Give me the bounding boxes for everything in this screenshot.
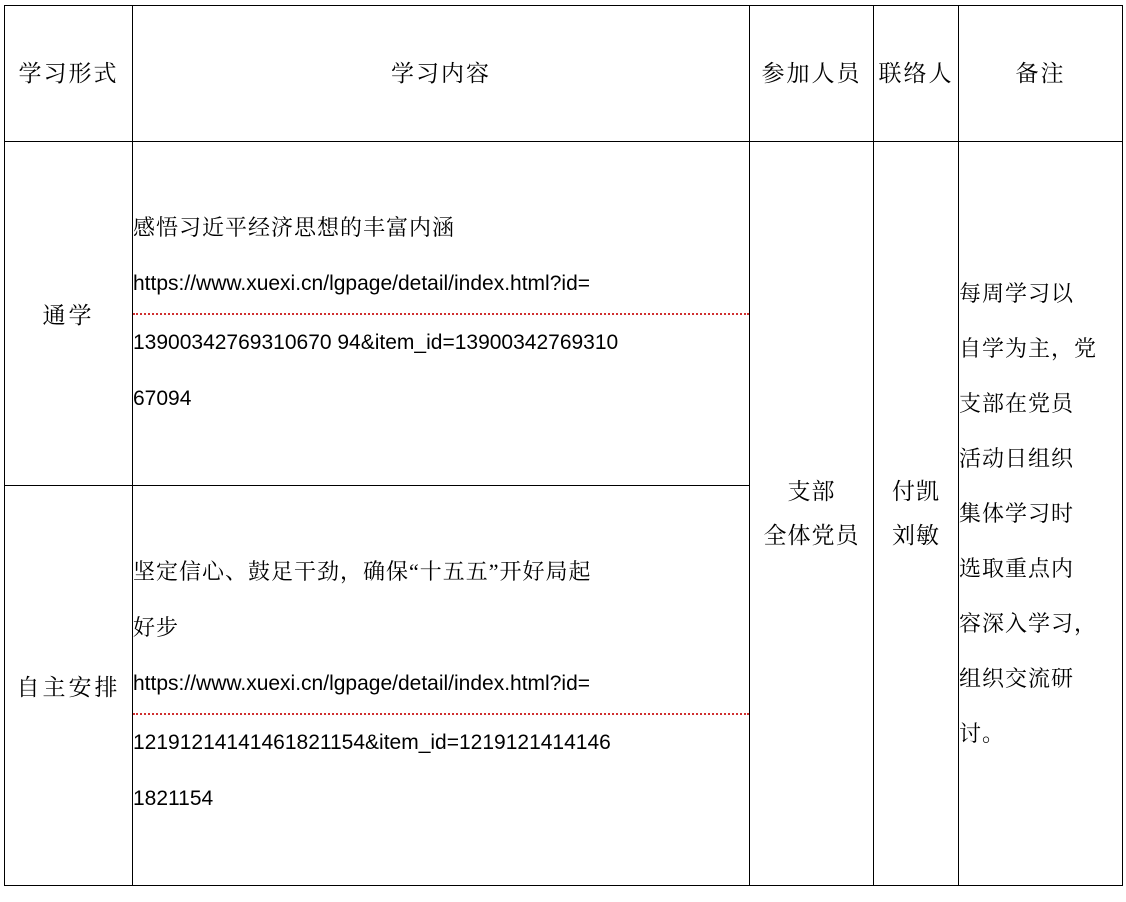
contact-line-2: 刘敏 <box>892 522 940 548</box>
content-title-2a: 坚定信心、鼓足干劲，确保“十五五”开好局起 <box>133 559 592 584</box>
content-url-line-1b: 13900342769310670 94&item_id=13900342769310 <box>133 331 619 354</box>
remark-line-9: 讨。 <box>959 721 1006 746</box>
header-cell-participants: 参加人员 <box>750 6 874 142</box>
remark-line-5: 集体学习时 <box>959 501 1075 526</box>
header-cell-study-content: 学习内容 <box>133 6 750 142</box>
header-cell-remark: 备注 <box>959 6 1123 142</box>
cell-study-form-2: 自主安排 <box>5 486 133 886</box>
remark-line-1: 每周学习以 <box>959 281 1075 306</box>
header-cell-study-form: 学习形式 <box>5 6 133 142</box>
remark-line-7: 容深入学习， <box>959 611 1098 636</box>
content-url-line-1a: https://www.xuexi.cn/lgpage/detail/index.html?id= <box>133 256 749 315</box>
remark-line-6: 选取重点内 <box>959 556 1075 581</box>
cell-contact <box>874 142 959 886</box>
study-plan-table <box>4 5 1123 886</box>
content-url-line-2a: https://www.xuexi.cn/lgpage/detail/index.html?id= <box>133 656 749 715</box>
remark-line-8: 组织交流研 <box>959 666 1075 691</box>
table-header-row <box>5 6 1123 142</box>
cell-participants <box>750 142 874 886</box>
content-title-2b: 好步 <box>133 615 180 640</box>
cell-study-content-1 <box>133 142 750 486</box>
remark-line-4: 活动日组织 <box>959 446 1075 471</box>
participants-line-1: 支部 <box>787 478 836 504</box>
content-url-line-2b: 12191214141461821154&item_id=1219121414146 <box>133 731 611 754</box>
remark-line-3: 支部在党员 <box>959 391 1075 416</box>
document-page <box>0 5 1126 902</box>
participants-line-2: 全体党员 <box>763 522 860 548</box>
cell-remark <box>959 142 1123 886</box>
content-url-line-2c: 1821154 <box>133 787 214 810</box>
remark-line-2: 自学为主，党 <box>959 336 1098 361</box>
content-title-1: 感悟习近平经济思想的丰富内涵 <box>133 215 456 240</box>
table-row <box>5 142 1123 486</box>
cell-study-form-1: 通学 <box>5 142 133 486</box>
contact-line-1: 付凯 <box>892 478 940 504</box>
content-url-line-1c: 67094 <box>133 387 192 410</box>
cell-study-content-2 <box>133 486 750 886</box>
header-cell-contact: 联络人 <box>874 6 959 142</box>
